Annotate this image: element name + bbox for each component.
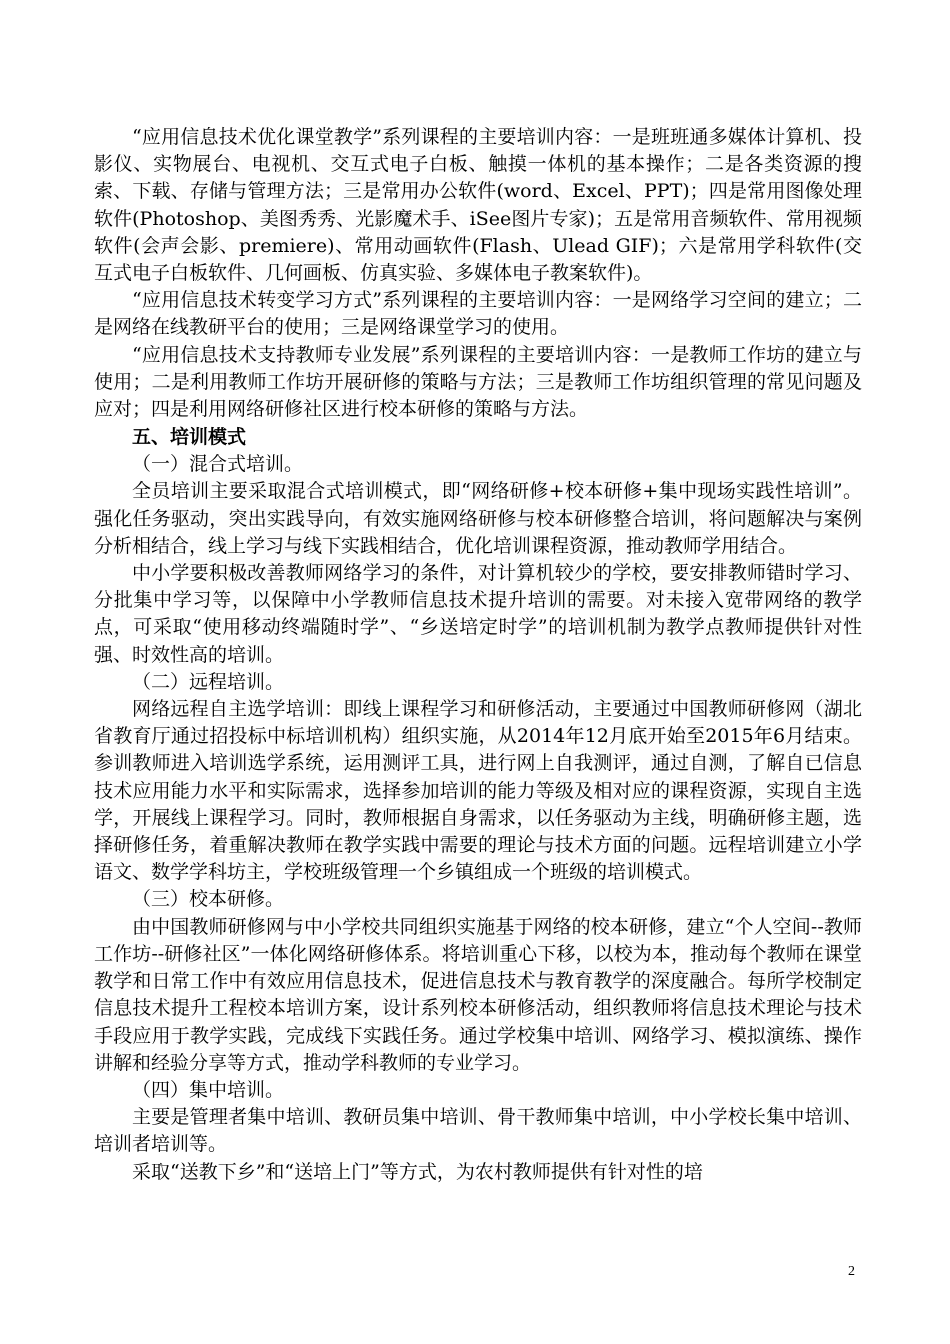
body-paragraph: 由中国教师研修网与中小学校共同组织实施基于网络的校本研修，建立“个人空间--教师工作坊--研修社区”一体化网络研修体系。将培训重心下移，以校为本，推动每个教师在课堂教学和日常工作中有效应用信息技术，促进信息技术与教育教学的深度融合。每所学校制定信息技术提升工程校本培训方案，设计系列校本研修活动，组织教师将信息技术理论与技术手段应用于教学实践，完成线下实践任务。通过学校集中培训、网络学习、模拟演练、操作讲解和经验分享等方式，推动学科教师的专业学习。 (94, 915, 862, 1074)
body-paragraph: “应用信息技术优化课堂教学”系列课程的主要培训内容：一是班班通多媒体计算机、投影仪、实物展台、电视机、交互式电子白板、触摸一体机的基本操作；二是各类资源的搜索、下载、存储与管理方法；三是常用办公软件(word、Excel、PPT)；四是常用图像处理软件(Photoshop、美图秀秀、光影魔术手、iSee图片专家)；五是常用音频软件、常用视频软件(会声会影、premiere)、常用动画软件(Flash、Ulead GIF)；六是常用学科软件(交互式电子白板软件、几何画板、仿真实验、多媒体电子教案软件)。 (94, 126, 862, 285)
document-body (94, 124, 862, 1186)
body-paragraph: 网络远程自主选学培训：即线上课程学习和研修活动，主要通过中国教师研修网（湖北省教育厅通过招投标中标培训机构）组织实施，从2014年12月底开始至2015年6月结束。参训教师进入培训选学系统，运用测评工具，进行网上自我测评，通过自测，了解自已信息技术应用能力水平和实际需求，选择参加培训的能力等级及相对应的课程资源，实现自主选学，开展线上课程学习。同时，教师根据自身需求，以任务驱动为主线，明确研修主题，选择研修任务，着重解决教师在教学实践中需要的理论与技术方面的问题。远程培训建立小学语文、数学学科坊主，学校班级管理一个乡镇组成一个班级的培训模式。 (94, 698, 862, 884)
subsection-title: （二）远程培训。 (132, 670, 285, 693)
page-number: 2 (848, 1264, 855, 1279)
body-paragraph: 全员培训主要采取混合式培训模式，即“网络研修+校本研修+集中现场实践性培训”。强化任务驱动，突出实践导向，有效实施网络研修与校本研修整合培训，将问题解决与案例分析相结合，线上学习与线下实践相结合，优化培训课程资源，推动教师学用结合。 (94, 480, 862, 557)
body-paragraph: “应用信息技术支持教师专业发展”系列课程的主要培训内容：一是教师工作坊的建立与使用；二是利用教师工作坊开展研修的策略与方法；三是教师工作坊组织管理的常见问题及应对；四是利用网络研修社区进行校本研修的策略与方法。 (94, 343, 862, 421)
subsection-title: （一）混合式培训。 (132, 453, 304, 476)
body-paragraph: 中小学要积极改善教师网络学习的条件，对计算机较少的学校，要安排教师错时学习、分批集中学习等，以保障中小学教师信息技术提升培训的需要。对未接入宽带网络的教学点，可采取“使用移动终端随时学”、“乡送培定时学”的培训机制为教学点教师提供针对性强、时效性高的培训。 (94, 562, 862, 666)
section-heading: 五、培训模式 (132, 426, 247, 449)
body-paragraph: “应用信息技术转变学习方式”系列课程的主要培训内容：一是网络学习空间的建立；二是网络在线教研平台的使用；三是网络课堂学习的使用。 (94, 289, 862, 339)
body-paragraph: 主要是管理者集中培训、教研员集中培训、骨干教师集中培训，中小学校长集中培训、培训者培训等。 (94, 1106, 862, 1156)
subsection-title: （四）集中培训。 (132, 1078, 285, 1101)
body-paragraph: 采取“送教下乡”和“送培上门”等方式，为农村教师提供有针对性的培 (132, 1160, 703, 1183)
subsection-title: （三）校本研修。 (132, 888, 285, 911)
